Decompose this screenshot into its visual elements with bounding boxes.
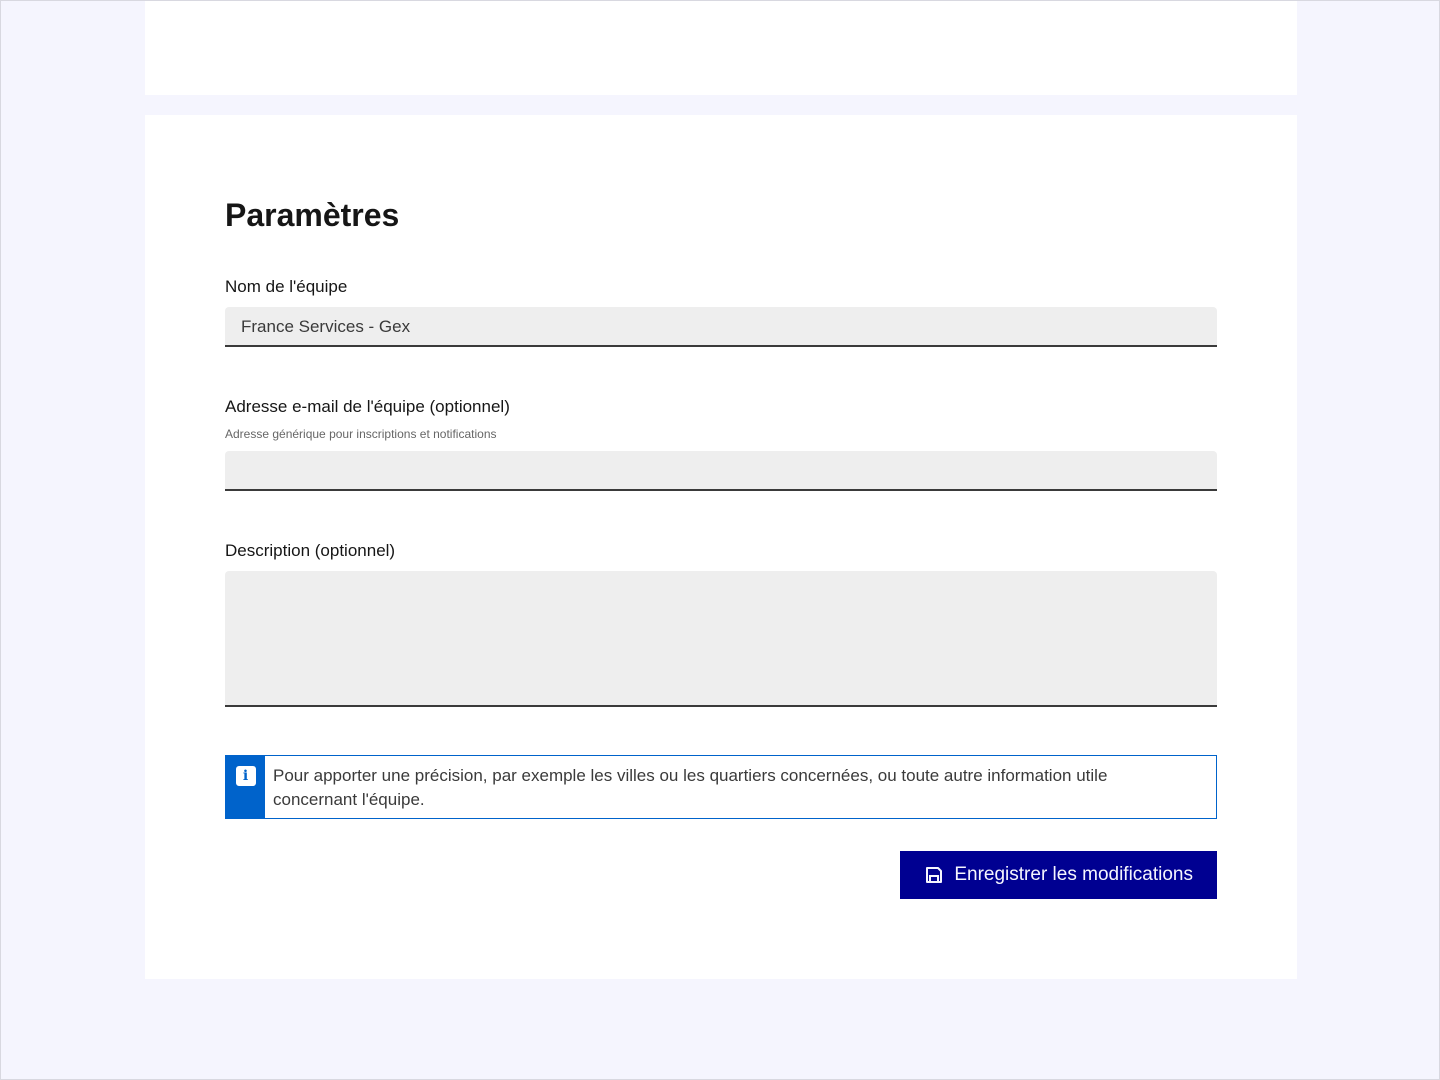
team-name-input[interactable] [225, 307, 1217, 347]
team-name-label: Nom de l'équipe [225, 277, 348, 296]
description-label: Description (optionnel) [225, 541, 396, 560]
info-icon: i [236, 766, 256, 786]
info-notice [225, 755, 1217, 819]
save-icon [924, 865, 944, 885]
team-email-input[interactable] [225, 451, 1217, 491]
info-notice-text: Pour apporter une précision, par exemple les villes ou les quartiers concernées, ou toute autre information utile concernant l'équipe. [273, 766, 1108, 809]
save-button-label: Enregistrer les modifications [954, 864, 1193, 885]
page-title: Paramètres [225, 197, 400, 233]
save-changes-button[interactable] [900, 851, 1217, 899]
header-card [145, 1, 1297, 95]
team-email-label: Adresse e-mail de l'équipe (optionnel) [225, 397, 510, 416]
description-textarea[interactable] [225, 571, 1217, 707]
settings-card [145, 115, 1297, 979]
team-email-hint: Adresse générique pour inscriptions et notifications [225, 427, 497, 441]
info-notice-bar [226, 756, 265, 818]
